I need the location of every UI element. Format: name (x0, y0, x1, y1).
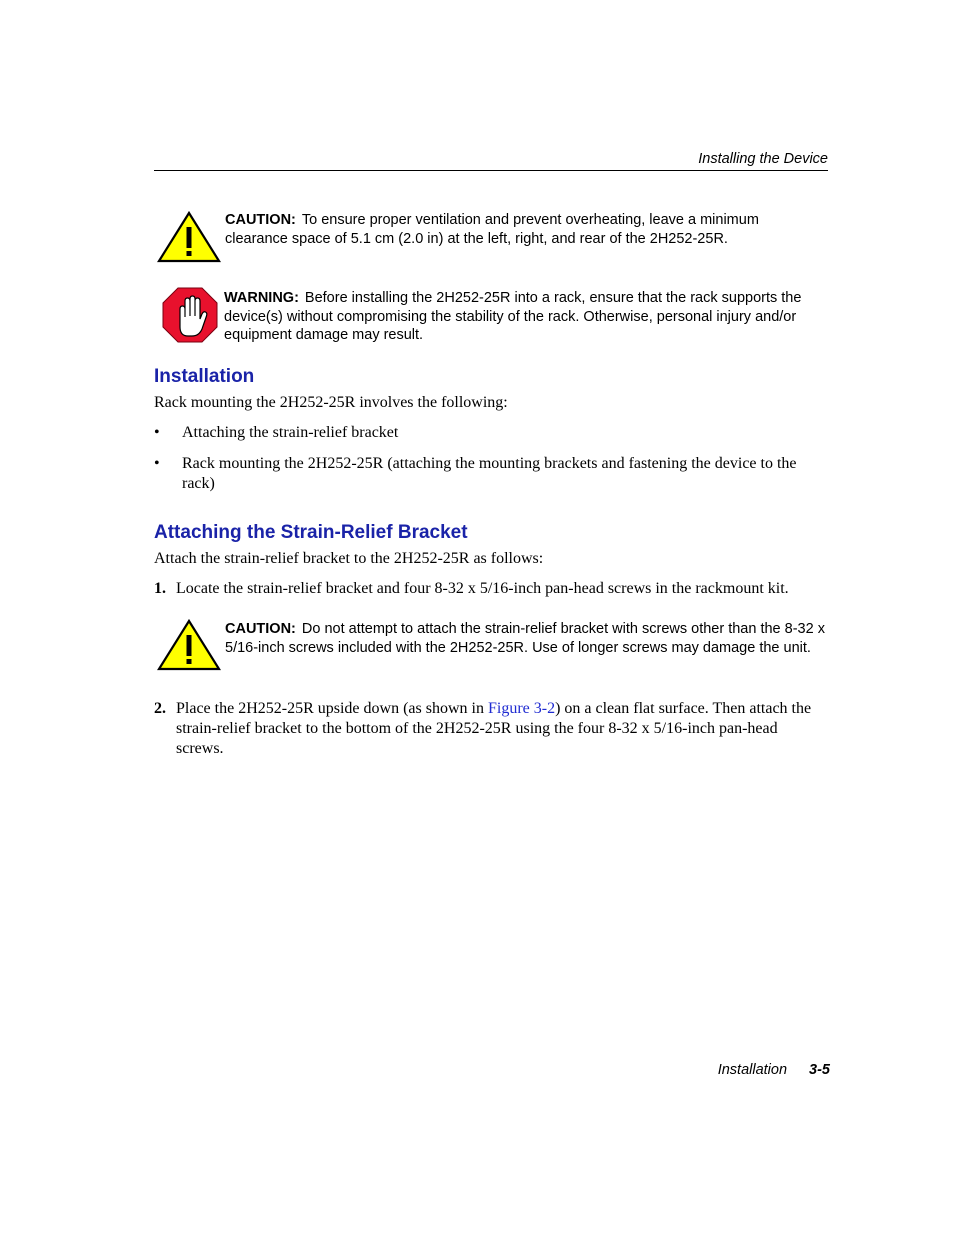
footer (700, 1062, 830, 1078)
stop-hand-icon (162, 287, 218, 343)
section-heading-installation: Installation (154, 366, 255, 387)
step-2-text-start: Place the 2H252-25R upside down (as shown in (176, 700, 488, 717)
footer-section: Installation (717, 1062, 788, 1078)
caution-text: Do not attempt to attach the strain-relief bracket with screws other than the 8-32 x 5/16-inch screws included with the 2H252-25R. Use of longer screws may damage the unit. (225, 621, 825, 656)
list-item: Attaching the strain-relief bracket (182, 424, 399, 441)
running-header-title: Installing the Device (698, 151, 828, 167)
step-1-text: Locate the strain-relief bracket and four 8-32 x 5/16-inch pan-head screws in the rackmount kit. (176, 580, 789, 597)
caution-icon (156, 210, 222, 264)
caution-notice-screws (225, 620, 825, 657)
warning-label: WARNING: (224, 290, 299, 306)
bullet-marker: • (154, 455, 160, 472)
caution-notice-ventilation (225, 211, 825, 248)
strain-relief-intro: Attach the strain-relief bracket to the 2H252-25R as follows: (154, 550, 544, 567)
page-number: 3-5 (809, 1062, 830, 1078)
step-number: 2. (154, 700, 166, 717)
caution-label: CAUTION: (225, 212, 296, 228)
figure-3-2-link[interactable]: Figure 3-2 (487, 700, 556, 717)
caution-icon (156, 618, 222, 672)
list-item: Rack mounting the 2H252-25R (attaching the mounting brackets and fastening the device to the rack) (182, 455, 797, 492)
section-heading-strain-relief: Attaching the Strain-Relief Bracket (154, 522, 468, 543)
bullet-marker: • (154, 424, 160, 441)
installation-intro: Rack mounting the 2H252-25R involves the following: (154, 394, 508, 411)
step-2-text-end: ) on a clean flat surface. Then attach the strain-relief bracket to the bottom of the 2H252-25R using the four 8-32 x 5/16-inch pan-head screws. (176, 700, 812, 757)
caution-text: To ensure proper ventilation and prevent overheating, leave a minimum clearance space of 5.1 cm (2.0 in) at the left, right, and rear of the 2H252-25R. (225, 212, 759, 247)
warning-text: Before installing the 2H252-25R into a rack, ensure that the rack supports the device(s) without compromising the stability of the rack. Otherwise, personal injury and/or equipment damage may result. (224, 290, 802, 344)
step-number: 1. (154, 580, 166, 597)
caution-label: CAUTION: (225, 621, 296, 637)
step-2-text (176, 699, 828, 759)
running-header (154, 150, 828, 171)
warning-notice-rack (224, 289, 824, 345)
